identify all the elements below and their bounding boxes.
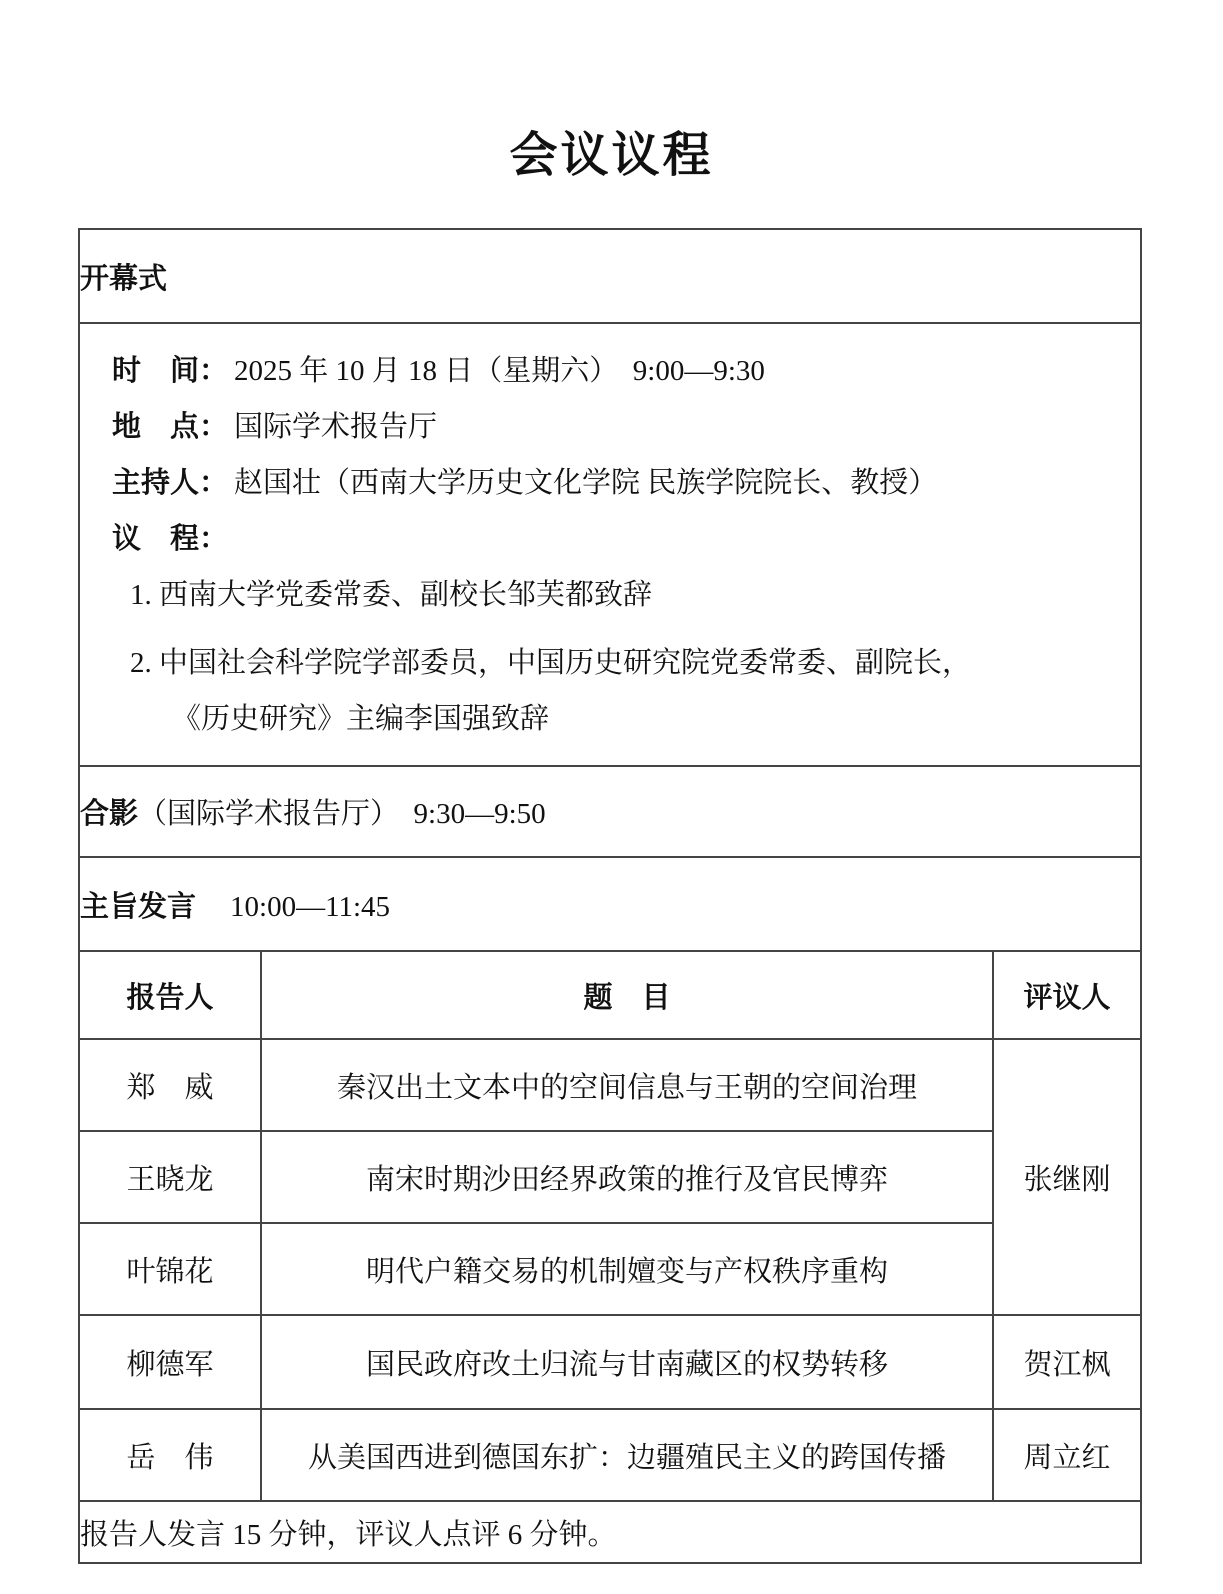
presentation-title: 秦汉出土文本中的空间信息与王朝的空间治理 bbox=[261, 1039, 993, 1131]
speaking-time-note: 报告人发言 15 分钟，评议人点评 6 分钟。 bbox=[79, 1501, 1141, 1563]
header-discussant: 评议人 bbox=[993, 951, 1141, 1039]
speaker-row bbox=[79, 1223, 1141, 1315]
agenda-item-2: 2. 中国社会科学院学部委员，中国历史研究院党委常委、副院长， bbox=[130, 646, 972, 679]
time-label: 时 间： bbox=[112, 354, 229, 387]
header-title: 题 目 bbox=[261, 951, 993, 1039]
keynote-cell bbox=[79, 857, 1141, 951]
speaker-name: 郑 威 bbox=[79, 1039, 261, 1131]
opening-section-title: 开幕式 bbox=[79, 229, 1141, 323]
agenda-item-1: 1. 西南大学党委常委、副校长邹芙都致辞 bbox=[130, 578, 653, 611]
time-value: 2025 年 10 月 18 日（星期六） 9:00—9:30 bbox=[234, 354, 765, 387]
discussant-name: 周立红 bbox=[993, 1409, 1141, 1501]
speaker-name: 王晓龙 bbox=[79, 1131, 261, 1223]
presentation-title: 国民政府改土归流与甘南藏区的权势转移 bbox=[261, 1315, 993, 1409]
presentation-title: 南宋时期沙田经界政策的推行及官民博弈 bbox=[261, 1131, 993, 1223]
agenda-item-2-continued: 《历史研究》主编李国强致辞 bbox=[172, 702, 550, 735]
keynote-label: 主旨发言 bbox=[80, 890, 197, 923]
opening-details-row bbox=[79, 323, 1141, 766]
host-label: 主持人： bbox=[112, 466, 229, 499]
agenda-label-line bbox=[80, 511, 1140, 567]
venue-value: 国际学术报告厅 bbox=[234, 410, 438, 443]
speaker-name: 柳德军 bbox=[79, 1315, 261, 1409]
time-line bbox=[80, 343, 1140, 399]
venue-line bbox=[80, 399, 1140, 455]
opening-details-cell bbox=[79, 323, 1141, 766]
note-row bbox=[79, 1501, 1141, 1563]
keynote-row bbox=[79, 857, 1141, 951]
photo-session-detail: （国际学术报告厅） 9:30—9:50 bbox=[138, 798, 546, 830]
keynote-time: 10:00—11:45 bbox=[230, 890, 391, 923]
speakers-header-row bbox=[79, 951, 1141, 1039]
discussant-name: 贺江枫 bbox=[993, 1315, 1141, 1409]
photo-session-row bbox=[79, 766, 1141, 857]
page-title: 会议议程 bbox=[509, 129, 714, 182]
opening-section-row bbox=[79, 229, 1141, 323]
venue-label: 地 点： bbox=[112, 410, 229, 443]
presentation-title: 明代户籍交易的机制嬗变与产权秩序重构 bbox=[261, 1223, 993, 1315]
discussant-name-merged: 张继刚 bbox=[993, 1039, 1141, 1315]
photo-session-label: 合影 bbox=[80, 798, 139, 830]
speaker-row bbox=[79, 1039, 1141, 1131]
agenda-table bbox=[78, 228, 1142, 1564]
speaker-row bbox=[79, 1131, 1141, 1223]
speaker-name: 岳 伟 bbox=[79, 1409, 261, 1501]
agenda-label: 议 程： bbox=[112, 522, 229, 555]
speaker-row bbox=[79, 1315, 1141, 1409]
host-value: 赵国壮（西南大学历史文化学院 民族学院院长、教授） bbox=[234, 466, 938, 499]
speaker-name: 叶锦花 bbox=[79, 1223, 261, 1315]
header-speaker: 报告人 bbox=[79, 951, 261, 1039]
host-line bbox=[80, 455, 1140, 511]
presentation-title: 从美国西进到德国东扩：边疆殖民主义的跨国传播 bbox=[261, 1409, 993, 1501]
speaker-row bbox=[79, 1409, 1141, 1501]
photo-session-cell bbox=[79, 766, 1141, 857]
